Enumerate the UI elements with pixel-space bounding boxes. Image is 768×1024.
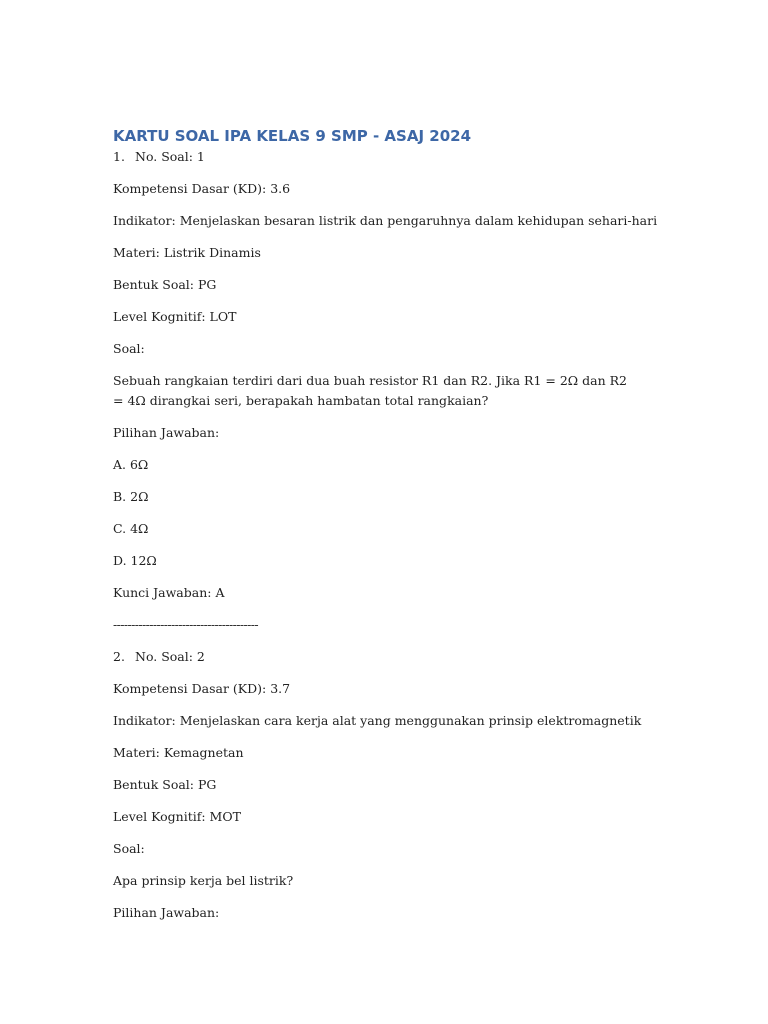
separator-line: ----------------------------------------	[113, 617, 258, 632]
answer-options-label: Pilihan Jawaban:	[113, 905, 220, 920]
question-number-line	[113, 647, 673, 667]
list-number: 2.	[113, 649, 125, 664]
document-page	[113, 124, 673, 935]
answer-option-c: C. 4Ω	[113, 521, 149, 536]
question-label: Soal:	[113, 841, 145, 856]
basic-competency: Kompetensi Dasar (KD): 3.7	[113, 681, 291, 696]
document-title: KARTU SOAL IPA KELAS 9 SMP - ASAJ 2024	[113, 127, 472, 145]
material: Materi: Listrik Dinamis	[113, 245, 261, 260]
answer-options-label: Pilihan Jawaban:	[113, 425, 220, 440]
question-number-line	[113, 147, 673, 167]
question-text: Apa prinsip kerja bel listrik?	[113, 873, 294, 888]
answer-option-b: B. 2Ω	[113, 489, 149, 504]
answer-option-d: D. 12Ω	[113, 553, 157, 568]
cognitive-level: Level Kognitif: LOT	[113, 309, 237, 324]
indicator: Indikator: Menjelaskan besaran listrik dan pengaruhnya dalam kehidupan sehari-hari	[113, 213, 658, 228]
question-number: No. Soal: 2	[135, 649, 205, 664]
question-form: Bentuk Soal: PG	[113, 277, 217, 292]
answer-option-a: A. 6Ω	[113, 457, 149, 472]
question-text: Sebuah rangkaian terdiri dari dua buah resistor R1 dan R2. Jika R1 = 2Ω dan R2 = 4Ω dirangkai seri, berapakah hambatan total rangkaian?	[113, 373, 627, 408]
question-number: No. Soal: 1	[135, 149, 205, 164]
cognitive-level: Level Kognitif: MOT	[113, 809, 241, 824]
question-form: Bentuk Soal: PG	[113, 777, 217, 792]
basic-competency: Kompetensi Dasar (KD): 3.6	[113, 181, 291, 196]
indicator: Indikator: Menjelaskan cara kerja alat yang menggunakan prinsip elektromagnetik	[113, 713, 642, 728]
question-label: Soal:	[113, 341, 145, 356]
answer-key: Kunci Jawaban: A	[113, 585, 225, 600]
list-number: 1.	[113, 149, 125, 164]
material: Materi: Kemagnetan	[113, 745, 244, 760]
